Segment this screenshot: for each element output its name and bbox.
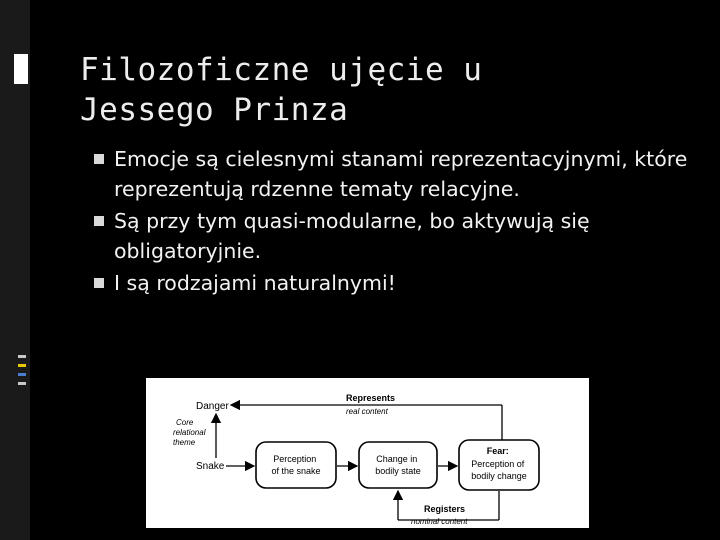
perception-line: of the snake xyxy=(271,466,321,476)
square-bullet-icon xyxy=(94,216,104,226)
strip-line xyxy=(18,382,26,385)
bullet-text: I są rodzajami naturalnymi! xyxy=(114,271,396,295)
danger-label: Danger xyxy=(196,401,229,412)
strip-line xyxy=(18,364,26,367)
square-bullet-icon xyxy=(94,278,104,288)
represents-label xyxy=(346,393,395,403)
title-line: Filozoficzne ujęcie u xyxy=(80,52,483,88)
core-theme-label xyxy=(173,418,208,447)
bullet-item xyxy=(94,206,714,266)
represents-line: Represents xyxy=(346,393,396,403)
square-bullet-icon xyxy=(94,154,104,164)
change-line: bodily state xyxy=(375,466,421,476)
bullet-item xyxy=(94,268,714,298)
fear-line: bodily change xyxy=(471,471,527,481)
core-theme-line: relational xyxy=(173,428,206,437)
title-line: Jessego Prinza xyxy=(80,92,349,128)
core-theme-line: theme xyxy=(173,438,196,447)
change-box xyxy=(359,442,437,488)
left-accent-bar xyxy=(14,54,28,84)
strip-line xyxy=(18,355,26,358)
fear-line: Fear: xyxy=(486,446,509,456)
perception-box xyxy=(256,442,336,488)
snake-label: Snake xyxy=(196,461,225,472)
perception-line: Perception xyxy=(273,454,317,464)
bullet-item xyxy=(94,144,714,204)
registers-label: Registers xyxy=(424,504,466,514)
core-theme-line: Core xyxy=(176,418,194,427)
bullet-list xyxy=(94,144,714,300)
bullet-text: Są przy tym quasi-modularne, bo aktywują się obligatoryjnie. xyxy=(114,209,590,263)
nominal-content-label: nominal content xyxy=(411,517,468,526)
slide-title xyxy=(80,50,482,130)
emotion-diagram xyxy=(146,378,589,528)
strip-line xyxy=(18,373,26,376)
bullet-text: Emocje są cielesnymi stanami reprezentacyjnymi, które reprezentują rdzenne tematy relacyjne. xyxy=(114,147,688,201)
strip-accent-lines xyxy=(18,355,26,391)
fear-line: Perception of xyxy=(471,459,525,469)
real-content-label: real content xyxy=(346,407,388,416)
change-line: Change in xyxy=(376,454,418,464)
